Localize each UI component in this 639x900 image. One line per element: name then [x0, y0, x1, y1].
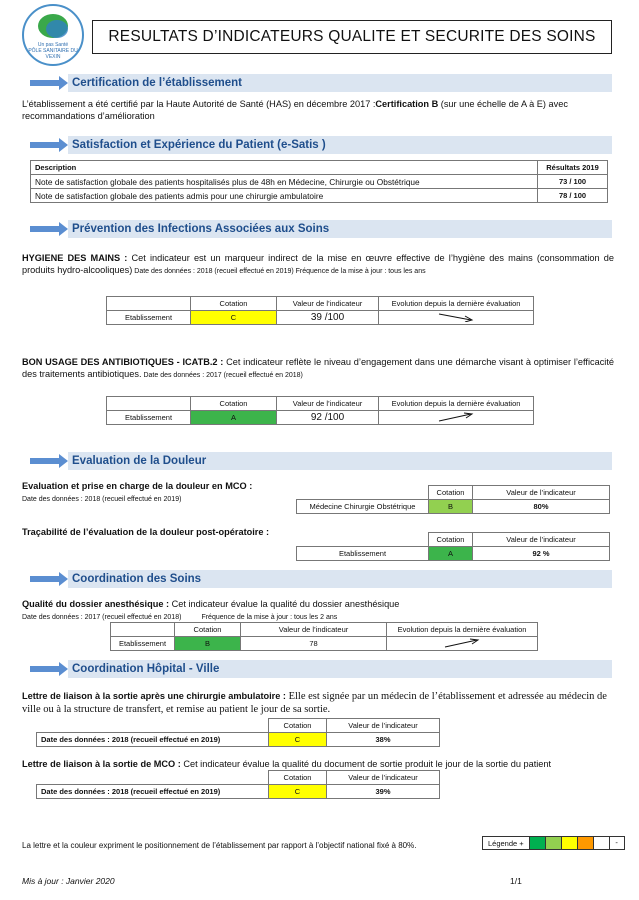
- section-coordination: [22, 570, 612, 588]
- arrow-up-right-icon: [443, 638, 481, 648]
- cotation-badge: C: [269, 733, 327, 747]
- cotation-badge: B: [175, 637, 241, 651]
- page-title: RESULTATS D’INDICATEURS QUALITE ET SECURITE DES SOINS: [92, 20, 612, 54]
- col-header: Valeur de l’indicateur: [241, 623, 387, 637]
- section-heading: Coordination Hôpital - Ville: [68, 660, 612, 678]
- douleur-mco-text: Evaluation et prise en charge de la douleur en MCO : Date des données : 2018 (recueil effectué en 2019): [22, 481, 253, 503]
- certification-text: L’établissement a été certifié par la Haute Autorité de Santé (HAS) en décembre 2017 :Certification B (sur une échelle de A à E) avec recommandations d’amélioration: [22, 99, 568, 121]
- section-heading: Certification de l’établissement: [68, 74, 612, 92]
- atb-text: BON USAGE DES ANTIBIOTIQUES - ICATB.2 : Cet indicateur reflète le niveau d’engagement dans une démarche visant à optimiser l’efficacité des traitements antibiotiques. Date des données : 2017 (recueil effectué en 2018): [22, 357, 614, 379]
- section-infections: [22, 220, 612, 238]
- arrow-icon: [30, 458, 60, 464]
- legend-swatch: [578, 837, 594, 849]
- row-label: Etablissement: [107, 311, 191, 325]
- arrow-icon: [30, 80, 60, 86]
- indicator-value: 80%: [473, 500, 610, 514]
- arrow-icon: [30, 142, 60, 148]
- douleur-mco-table: [296, 485, 610, 514]
- atb-table: [106, 396, 534, 425]
- col-header: Description: [31, 161, 538, 175]
- coordination-table: [110, 622, 538, 651]
- col-header: Cotation: [429, 533, 473, 547]
- satisfaction-table: [30, 160, 608, 203]
- page-number: 1/1: [510, 876, 522, 886]
- col-header: Cotation: [269, 771, 327, 785]
- update-date: Mis à jour : Janvier 2020: [22, 876, 115, 886]
- row-label: Date des données : 2018 (recueil effectué en 2019): [37, 733, 269, 747]
- row-label: Etablissement: [107, 411, 191, 425]
- col-header: Cotation: [191, 397, 277, 411]
- table-cell: Note de satisfaction globale des patients hospitalisés plus de 48h en Médecine, Chirurgie ou Obstétrique: [31, 175, 538, 189]
- col-header: Valeur de l’indicateur: [473, 486, 610, 500]
- hygiene-table: [106, 296, 534, 325]
- ville-amb-text: Lettre de liaison à la sortie après une chirurgie ambulatoire : Elle est signée par un médecin de l’établissement et adressée au médecin de ville ou à la structure de transfert, et remise au patient le jour de sa sortie.: [22, 691, 607, 715]
- section-heading: Evaluation de la Douleur: [68, 452, 612, 470]
- legend-swatch: [562, 837, 578, 849]
- cotation-badge: A: [429, 547, 473, 561]
- section-heading: Coordination des Soins: [68, 570, 612, 588]
- legend: [482, 836, 625, 850]
- arrow-icon: [30, 576, 60, 582]
- ville-mco-text: Lettre de liaison à la sortie de MCO : Cet indicateur évalue la qualité du document de sortie produit le jour de la sortie du patient: [22, 759, 552, 769]
- section-certification: [22, 74, 612, 92]
- douleur-post-table: [296, 532, 610, 561]
- section-ville: [22, 660, 612, 678]
- section-heading: Satisfaction et Expérience du Patient (e-Satis ): [68, 136, 612, 154]
- section-heading: Prévention des Infections Associées aux Soins: [68, 220, 612, 238]
- douleur-post-text: Traçabilité de l’évaluation de la douleur post-opératoire :: [22, 527, 270, 537]
- col-header: Cotation: [175, 623, 241, 637]
- cotation-badge: C: [191, 311, 277, 325]
- col-header: Cotation: [429, 486, 473, 500]
- indicator-value: 39 /100: [277, 311, 379, 325]
- evolution-cell: [379, 311, 534, 325]
- indicator-value: 92 %: [473, 547, 610, 561]
- ville-mco-table: [36, 770, 440, 799]
- table-cell: 73 / 100: [538, 175, 608, 189]
- col-header: Valeur de l’indicateur: [327, 719, 440, 733]
- evolution-cell: [387, 637, 538, 651]
- legend-minus: -: [615, 838, 618, 847]
- arrow-up-right-icon: [437, 412, 475, 422]
- cotation-badge: A: [191, 411, 277, 425]
- col-header: Cotation: [269, 719, 327, 733]
- section-douleur: [22, 452, 612, 470]
- legend-label: Légende +: [483, 837, 530, 849]
- indicator-value: 78: [241, 637, 387, 651]
- indicator-value: 92 /100: [277, 411, 379, 425]
- arrow-icon: [30, 226, 60, 232]
- legend-note: La lettre et la couleur expriment le positionnement de l’établissement par rapport à l’objectif national fixé à 80%.: [22, 841, 417, 850]
- col-header: Résultats 2019: [538, 161, 608, 175]
- col-header: Valeur de l’indicateur: [473, 533, 610, 547]
- coordination-text: Qualité du dossier anesthésique : Cet indicateur évalue la qualité du dossier anesthésique Date des données : 2017 (recueil effectué en 2018) Fréquence de la mise à jour : tous les 2 ans: [22, 599, 400, 621]
- legend-swatch: [594, 837, 610, 849]
- col-header: Valeur de l’indicateur: [277, 297, 379, 311]
- arrow-icon: [30, 666, 60, 672]
- indicator-value: 38%: [327, 733, 440, 747]
- evolution-cell: [379, 411, 534, 425]
- indicator-value: 39%: [327, 785, 440, 799]
- col-header: Cotation: [191, 297, 277, 311]
- logo: [22, 4, 84, 66]
- hygiene-text: HYGIENE DES MAINS : Cet indicateur est un marqueur indirect de la mise en œuvre effective de l’hygiène des mains (consommation de produits hydro-alcooliques) Date des données : 2018 (recueil effectué en 2019) Fréquence de la mise à jour : tous les ans: [22, 253, 614, 275]
- row-label: Date des données : 2018 (recueil effectué en 2019): [37, 785, 269, 799]
- legend-swatch: [530, 837, 546, 849]
- col-header: Evolution depuis la dernière évaluation: [379, 397, 534, 411]
- ville-amb-table: [36, 718, 440, 747]
- section-satisfaction: [22, 136, 612, 154]
- table-cell: Note de satisfaction globale des patients admis pour une chirurgie ambulatoire: [31, 189, 538, 203]
- table-cell: 78 / 100: [538, 189, 608, 203]
- col-header: Evolution depuis la dernière évaluation: [387, 623, 538, 637]
- row-label: Etablissement: [111, 637, 175, 651]
- col-header: Evolution depuis la dernière évaluation: [379, 297, 534, 311]
- col-header: Valeur de l’indicateur: [327, 771, 440, 785]
- logo-text: Un pas Santé PÔLE SANITAIRE DU VEXIN: [28, 42, 78, 60]
- cotation-badge: C: [269, 785, 327, 799]
- col-header: Valeur de l’indicateur: [277, 397, 379, 411]
- logo-drop-icon: [46, 20, 68, 38]
- cotation-badge: B: [429, 500, 473, 514]
- row-label: Etablissement: [297, 547, 429, 561]
- arrow-down-right-icon: [437, 312, 475, 322]
- legend-swatch: [546, 837, 562, 849]
- row-label: Médecine Chirurgie Obstétrique: [297, 500, 429, 514]
